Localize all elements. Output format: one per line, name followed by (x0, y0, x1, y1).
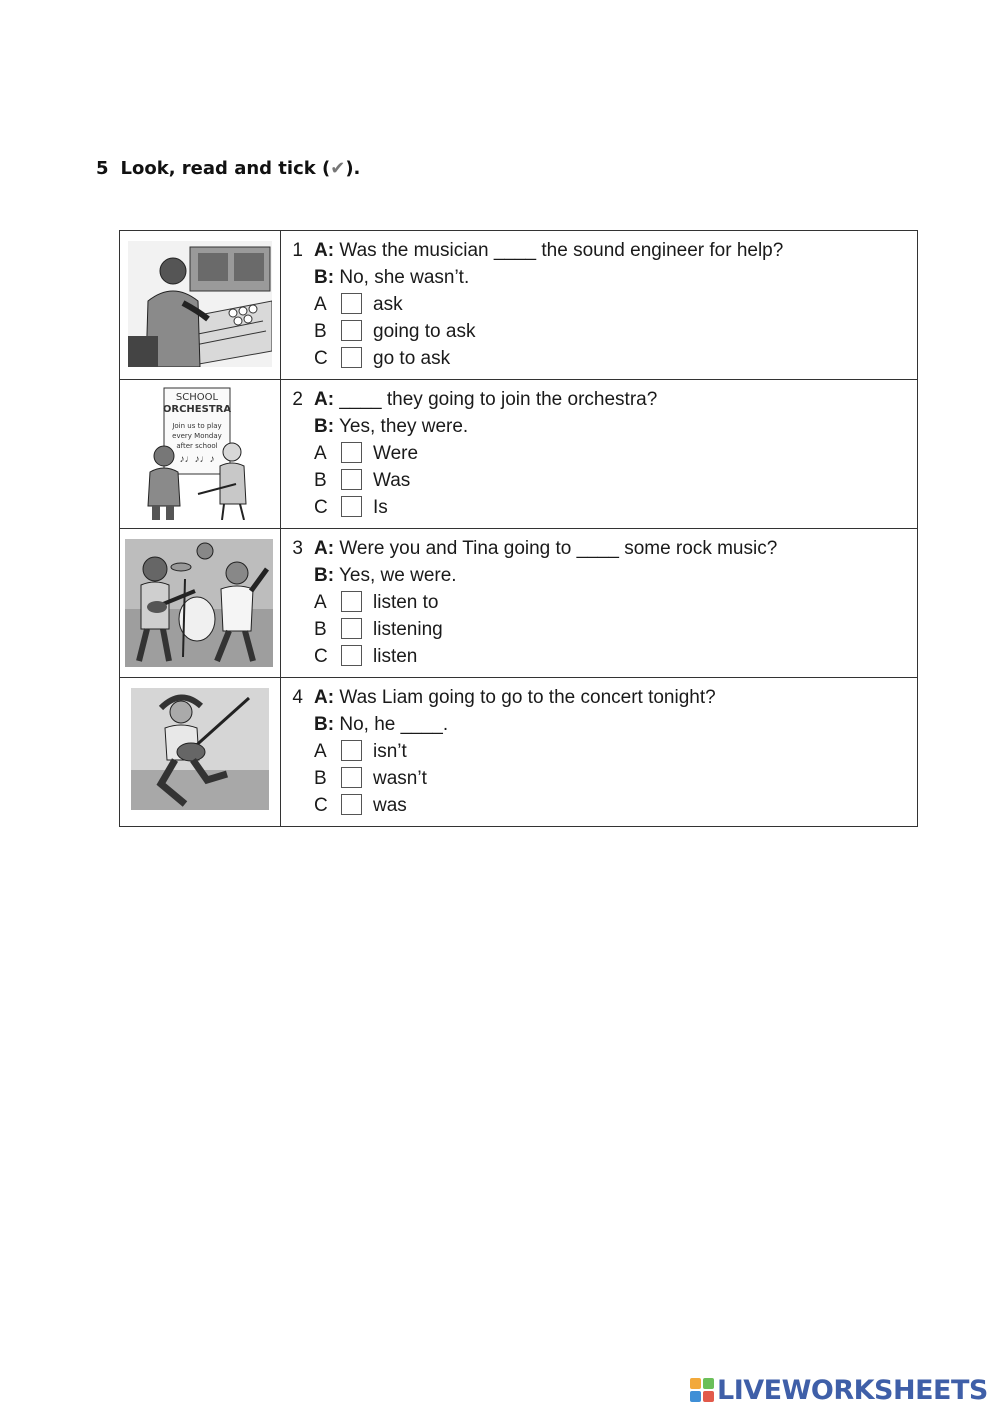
tick-box[interactable] (341, 794, 362, 815)
answer-text: Yes, we were. (339, 565, 457, 586)
option-text: isn’t (373, 741, 407, 762)
option-text: listening (373, 619, 443, 640)
option-letter: B (314, 321, 327, 342)
option-letter: B (314, 619, 327, 640)
option-text: Is (373, 497, 388, 518)
option-text: was (373, 795, 407, 816)
speaker-a-label: A: (314, 687, 335, 708)
option-letter: C (314, 497, 328, 518)
tick-box[interactable] (341, 496, 362, 517)
question-cell (281, 231, 918, 380)
option-letter: B (314, 768, 327, 789)
option-letter: A (314, 741, 327, 762)
speaker-a-label: A: (314, 240, 335, 261)
picture-cell (120, 380, 281, 529)
sound-engineer-illustration (128, 241, 272, 367)
option-a (314, 291, 917, 318)
tick-box[interactable] (341, 469, 362, 490)
logo-blocks-icon (690, 1378, 714, 1402)
speaker-b-label: B: (314, 416, 335, 437)
question-cell (281, 678, 918, 827)
speaker-b-label: B: (314, 267, 335, 288)
question-text: ____ they going to join the orchestra? (339, 389, 658, 410)
question-cell (281, 529, 918, 678)
tick-box[interactable] (341, 442, 362, 463)
exercise-heading (96, 158, 360, 179)
question-number: 4 (292, 687, 303, 708)
question-row (120, 231, 918, 380)
tick-box[interactable] (341, 293, 362, 314)
question-text: Was Liam going to go to the concert tonight? (339, 687, 716, 708)
option-text: listen to (373, 592, 439, 613)
speaker-a-label: A: (314, 538, 335, 559)
exercise-table (119, 230, 918, 827)
option-letter: B (314, 470, 327, 491)
speaker-b-label: B: (314, 714, 335, 735)
option-text: go to ask (373, 348, 451, 369)
music-notes-icon: ♪♩♪♩♪ (179, 454, 215, 465)
question-text: Were you and Tina going to ____ some rock music? (339, 538, 778, 559)
tick-box[interactable] (341, 767, 362, 788)
option-letter: A (314, 294, 327, 315)
option-c (314, 494, 917, 521)
answer-text: Yes, they were. (339, 416, 469, 437)
tick-box[interactable] (341, 645, 362, 666)
poster-line: SCHOOL (175, 392, 219, 403)
picture-cell (120, 231, 281, 380)
option-b (314, 765, 917, 792)
liveworksheets-logo (690, 1374, 988, 1406)
poster-line: after school (176, 442, 218, 450)
question-row (120, 678, 918, 827)
speaker-a-label: A: (314, 389, 335, 410)
option-b (314, 318, 917, 345)
option-text: going to ask (373, 321, 476, 342)
option-letter: C (314, 795, 328, 816)
option-letter: A (314, 443, 327, 464)
exercise-number: 5 (96, 158, 109, 179)
question-row (120, 380, 918, 529)
picture-cell (120, 678, 281, 827)
poster-line: Join us to play (172, 422, 222, 430)
tick-box[interactable] (341, 347, 362, 368)
question-number: 1 (292, 240, 303, 261)
exercise-instruction-end: ). (345, 158, 361, 179)
logo-text: LIVEWORKSHEETS (717, 1374, 988, 1406)
poster-line: ORCHESTRA (162, 404, 232, 415)
option-a (314, 738, 917, 765)
answer-text: No, she wasn’t. (339, 267, 470, 288)
question-number: 3 (292, 538, 303, 559)
option-c (314, 792, 917, 819)
question-cell (281, 380, 918, 529)
tick-icon: ✔ (330, 158, 346, 179)
option-text: Was (373, 470, 411, 491)
tick-box[interactable] (341, 740, 362, 761)
question-row (120, 529, 918, 678)
poster-line: every Monday (172, 432, 222, 440)
option-c (314, 643, 917, 670)
tick-box[interactable] (341, 320, 362, 341)
school-orchestra-illustration (140, 386, 260, 520)
rock-band-illustration (125, 539, 273, 667)
tick-box[interactable] (341, 591, 362, 612)
question-text: Was the musician ____ the sound engineer for help? (339, 240, 784, 261)
speaker-b-label: B: (314, 565, 335, 586)
option-letter: C (314, 348, 328, 369)
question-number: 2 (292, 389, 303, 410)
picture-cell (120, 529, 281, 678)
option-a (314, 440, 917, 467)
option-b (314, 467, 917, 494)
option-letter: A (314, 592, 327, 613)
option-text: ask (373, 294, 403, 315)
option-text: listen (373, 646, 418, 667)
option-text: Were (373, 443, 419, 464)
option-c (314, 345, 917, 372)
option-letter: C (314, 646, 328, 667)
tick-box[interactable] (341, 618, 362, 639)
option-a (314, 589, 917, 616)
exercise-instruction: Look, read and tick ( (120, 158, 331, 179)
guitarist-illustration (131, 688, 269, 810)
answer-text: No, he ____. (339, 714, 449, 735)
option-b (314, 616, 917, 643)
option-text: wasn’t (373, 768, 427, 789)
